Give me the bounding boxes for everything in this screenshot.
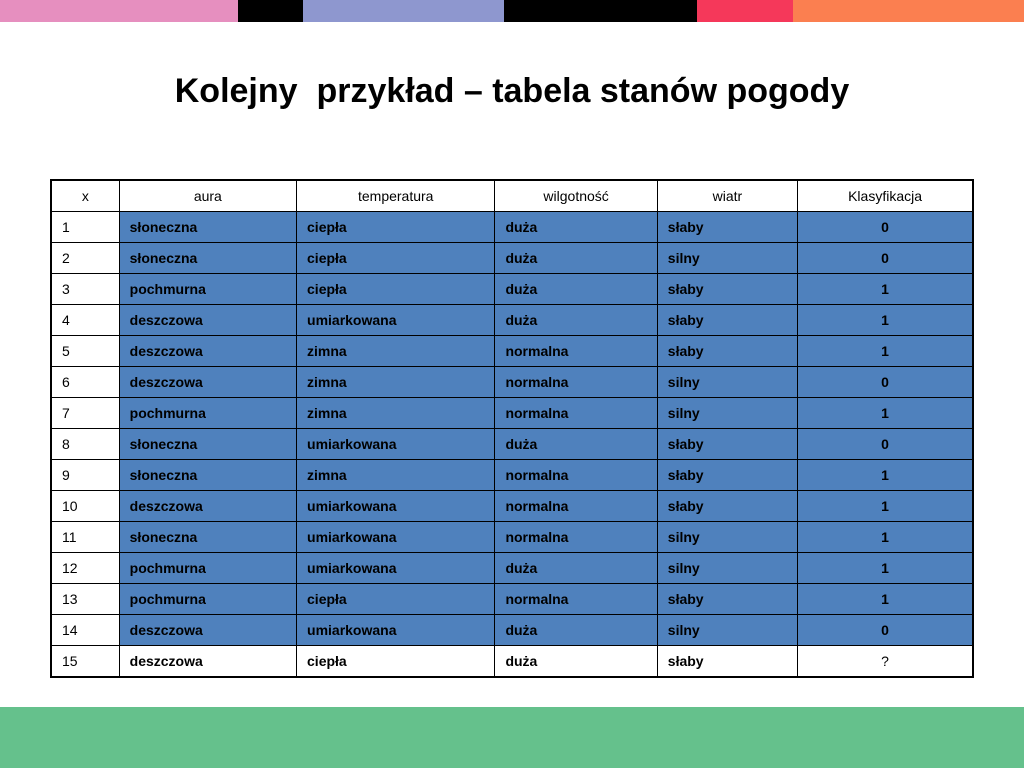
top-bar-segment xyxy=(793,0,1024,22)
temperatura-cell: umiarkowana xyxy=(297,491,495,522)
aura-cell: deszczowa xyxy=(119,336,296,367)
row-number: 9 xyxy=(51,460,119,491)
aura-cell: deszczowa xyxy=(119,367,296,398)
wiatr-cell: silny xyxy=(657,522,797,553)
wilgotnosc-cell: duża xyxy=(495,615,657,646)
temperatura-cell: zimna xyxy=(297,398,495,429)
table-row xyxy=(51,491,973,522)
table-row xyxy=(51,336,973,367)
wiatr-cell: słaby xyxy=(657,584,797,615)
aura-cell: deszczowa xyxy=(119,646,296,678)
top-color-bar xyxy=(0,0,1024,22)
klasyfikacja-cell: 1 xyxy=(798,460,973,491)
top-bar-segment xyxy=(504,0,697,22)
table-row xyxy=(51,367,973,398)
row-number: 12 xyxy=(51,553,119,584)
row-number: 11 xyxy=(51,522,119,553)
klasyfikacja-cell: 0 xyxy=(798,212,973,243)
klasyfikacja-cell: ? xyxy=(798,646,973,678)
slide-title: Kolejny przykład – tabela stanów pogody xyxy=(174,72,850,110)
row-number: 14 xyxy=(51,615,119,646)
wilgotnosc-cell: duża xyxy=(495,646,657,678)
table-row xyxy=(51,522,973,553)
row-number: 13 xyxy=(51,584,119,615)
table-row xyxy=(51,274,973,305)
row-number: 2 xyxy=(51,243,119,274)
aura-cell: słoneczna xyxy=(119,212,296,243)
wilgotnosc-cell: normalna xyxy=(495,336,657,367)
row-number: 3 xyxy=(51,274,119,305)
wiatr-cell: słaby xyxy=(657,274,797,305)
table-row xyxy=(51,429,973,460)
wilgotnosc-cell: normalna xyxy=(495,398,657,429)
klasyfikacja-cell: 1 xyxy=(798,584,973,615)
temperatura-cell: zimna xyxy=(297,367,495,398)
klasyfikacja-cell: 1 xyxy=(798,553,973,584)
header-temperatura: temperatura xyxy=(297,180,495,212)
table-row xyxy=(51,398,973,429)
wilgotnosc-cell: duża xyxy=(495,243,657,274)
wiatr-cell: silny xyxy=(657,553,797,584)
aura-cell: słoneczna xyxy=(119,429,296,460)
aura-cell: deszczowa xyxy=(119,305,296,336)
wiatr-cell: silny xyxy=(657,243,797,274)
wilgotnosc-cell: normalna xyxy=(495,584,657,615)
table-row xyxy=(51,615,973,646)
klasyfikacja-cell: 1 xyxy=(798,398,973,429)
table-row xyxy=(51,305,973,336)
bottom-color-bar xyxy=(0,707,1024,768)
wiatr-cell: silny xyxy=(657,398,797,429)
aura-cell: pochmurna xyxy=(119,274,296,305)
klasyfikacja-cell: 0 xyxy=(798,367,973,398)
temperatura-cell: ciepła xyxy=(297,646,495,678)
table-row xyxy=(51,646,973,678)
table-row xyxy=(51,460,973,491)
header-klasyfikacja: Klasyfikacja xyxy=(798,180,973,212)
wilgotnosc-cell: normalna xyxy=(495,367,657,398)
klasyfikacja-cell: 0 xyxy=(798,429,973,460)
wiatr-cell: słaby xyxy=(657,646,797,678)
row-number: 15 xyxy=(51,646,119,678)
temperatura-cell: ciepła xyxy=(297,274,495,305)
klasyfikacja-cell: 1 xyxy=(798,522,973,553)
wiatr-cell: słaby xyxy=(657,305,797,336)
wiatr-cell: słaby xyxy=(657,491,797,522)
top-bar-segment xyxy=(0,0,238,22)
aura-cell: słoneczna xyxy=(119,522,296,553)
temperatura-cell: umiarkowana xyxy=(297,429,495,460)
wilgotnosc-cell: duża xyxy=(495,212,657,243)
table-header-row xyxy=(51,180,973,212)
aura-cell: słoneczna xyxy=(119,460,296,491)
klasyfikacja-cell: 0 xyxy=(798,615,973,646)
temperatura-cell: umiarkowana xyxy=(297,615,495,646)
wilgotnosc-cell: duża xyxy=(495,553,657,584)
wiatr-cell: silny xyxy=(657,615,797,646)
aura-cell: deszczowa xyxy=(119,615,296,646)
row-number: 7 xyxy=(51,398,119,429)
klasyfikacja-cell: 1 xyxy=(798,274,973,305)
aura-cell: deszczowa xyxy=(119,491,296,522)
klasyfikacja-cell: 1 xyxy=(798,336,973,367)
row-number: 8 xyxy=(51,429,119,460)
wiatr-cell: słaby xyxy=(657,336,797,367)
wilgotnosc-cell: duża xyxy=(495,274,657,305)
table-row xyxy=(51,212,973,243)
top-bar-segment xyxy=(697,0,793,22)
wiatr-cell: słaby xyxy=(657,460,797,491)
header-x: x xyxy=(51,180,119,212)
temperatura-cell: ciepła xyxy=(297,212,495,243)
top-bar-segment xyxy=(303,0,504,22)
temperatura-cell: umiarkowana xyxy=(297,553,495,584)
temperatura-cell: umiarkowana xyxy=(297,305,495,336)
wiatr-cell: słaby xyxy=(657,212,797,243)
header-aura: aura xyxy=(119,180,296,212)
wilgotnosc-cell: duża xyxy=(495,429,657,460)
row-number: 1 xyxy=(51,212,119,243)
temperatura-cell: ciepła xyxy=(297,243,495,274)
row-number: 10 xyxy=(51,491,119,522)
aura-cell: pochmurna xyxy=(119,553,296,584)
temperatura-cell: umiarkowana xyxy=(297,522,495,553)
temperatura-cell: ciepła xyxy=(297,584,495,615)
header-wilgotnosc: wilgotność xyxy=(495,180,657,212)
temperatura-cell: zimna xyxy=(297,460,495,491)
klasyfikacja-cell: 0 xyxy=(798,243,973,274)
wilgotnosc-cell: normalna xyxy=(495,491,657,522)
table-row xyxy=(51,243,973,274)
klasyfikacja-cell: 1 xyxy=(798,491,973,522)
row-number: 6 xyxy=(51,367,119,398)
wilgotnosc-cell: duża xyxy=(495,305,657,336)
klasyfikacja-cell: 1 xyxy=(798,305,973,336)
aura-cell: pochmurna xyxy=(119,584,296,615)
aura-cell: słoneczna xyxy=(119,243,296,274)
wilgotnosc-cell: normalna xyxy=(495,522,657,553)
top-bar-segment xyxy=(238,0,303,22)
wiatr-cell: silny xyxy=(657,367,797,398)
table-row xyxy=(51,584,973,615)
header-wiatr: wiatr xyxy=(657,180,797,212)
table-row xyxy=(51,553,973,584)
aura-cell: pochmurna xyxy=(119,398,296,429)
wiatr-cell: słaby xyxy=(657,429,797,460)
weather-table xyxy=(50,179,974,678)
wilgotnosc-cell: normalna xyxy=(495,460,657,491)
temperatura-cell: zimna xyxy=(297,336,495,367)
row-number: 4 xyxy=(51,305,119,336)
row-number: 5 xyxy=(51,336,119,367)
